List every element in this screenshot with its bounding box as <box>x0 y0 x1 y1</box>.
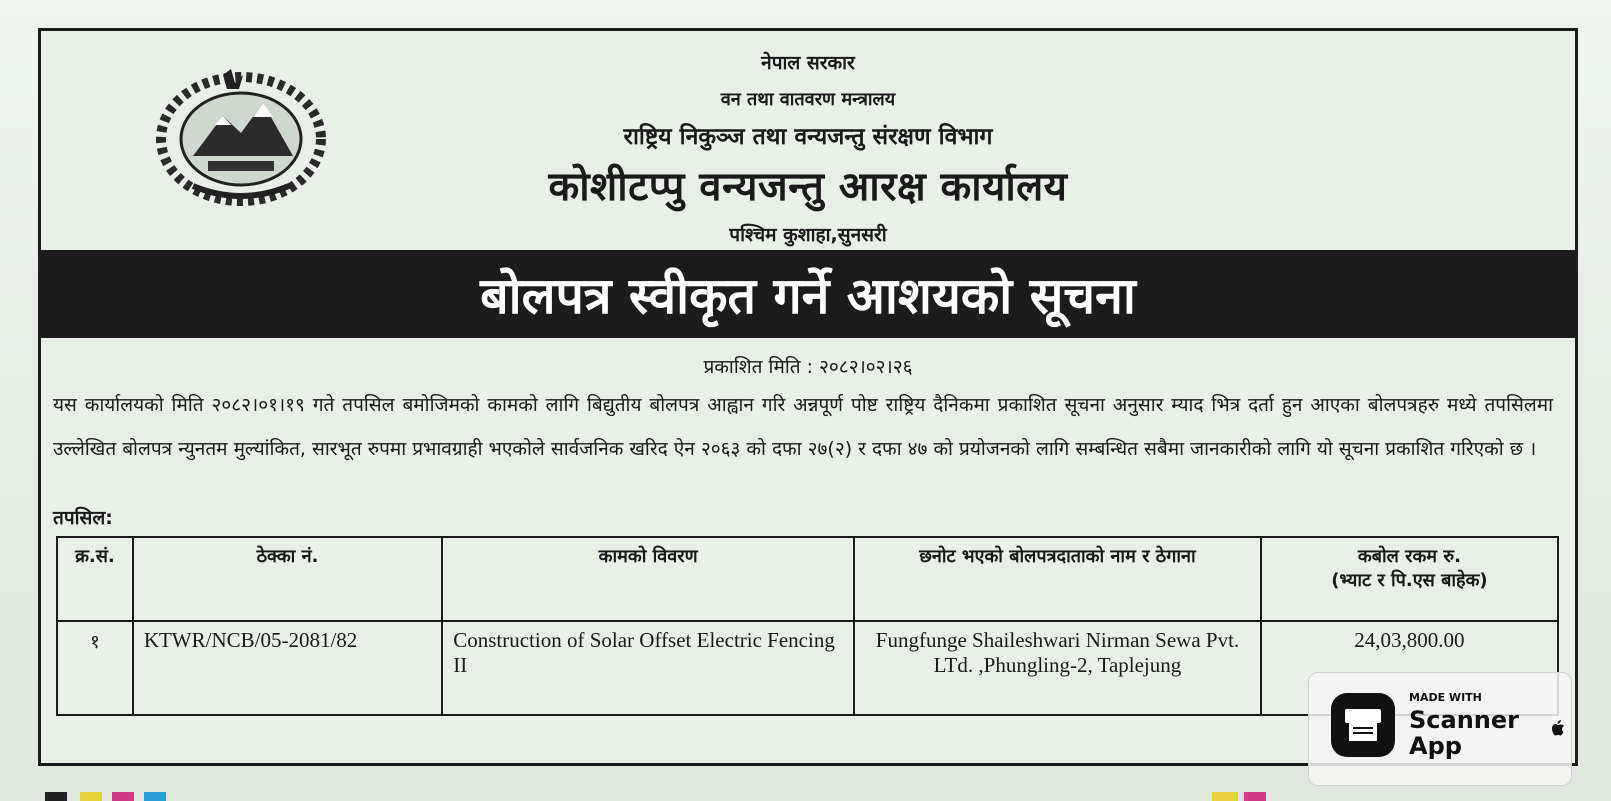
header-bidder: छनोट भएको बोलपत्रदाताको नाम र ठेगाना <box>854 537 1261 621</box>
office-address: पश्चिम कुशाहा,सुनसरी <box>729 224 887 246</box>
notice-banner <box>41 250 1575 338</box>
government-heading: नेपाल सरकार <box>761 52 855 74</box>
publication-date: प्रकाशित मिति : २०८२।०२।२६ <box>703 356 913 378</box>
header-amount-note: (भ्याट र पि.एस बाहेक) <box>1331 570 1488 591</box>
office-title: कोशीटप्पु वन्यजन्तु आरक्ष कार्यालय <box>548 164 1068 210</box>
header-sn: क्र.सं. <box>57 537 133 621</box>
cell-bidder: Fungfunge Shaileshwari Nirman Sewa Pvt. LTd. ,Phungling-2, Taplejung <box>854 621 1261 715</box>
print-color-bar <box>1212 792 1238 801</box>
tapasil-label: तपसिल: <box>53 507 113 529</box>
print-color-bar <box>112 792 134 801</box>
watermark-big-text: Scanner App <box>1409 706 1519 760</box>
ministry-heading: वन तथा वातवरण मन्त्रालय <box>720 89 896 110</box>
banner-title: बोलपत्र स्वीकृत गर्ने आशयको सूचना <box>480 267 1136 325</box>
header-amount-label: कबोल रकम रु. <box>1357 546 1461 567</box>
scanner-app-icon <box>1331 693 1395 757</box>
cell-amount: 24,03,800.00 <box>1261 621 1558 715</box>
table-header-row <box>57 537 1558 621</box>
print-color-bar <box>45 792 67 801</box>
watermark-small-text: MADE WITH <box>1409 691 1482 704</box>
header-amount <box>1261 537 1558 621</box>
cell-description: Construction of Solar Offset Electric Fencing II <box>442 621 854 715</box>
notice-frame <box>38 28 1578 766</box>
notice-paragraph: यस कार्यालयको मिति २०८२।०१।१९ गते तपसिल बमोजिमको कामको लागि बिद्युतीय बोलपत्र आह्वान गरि अन्नपूर्ण पोष्ट राष्ट्रिय दैनिकमा प्रकाशित सूचना अनुसार म्याद भित्र दर्ता हुन आएका बोलपत्रहरु मध्ये तपसिलमा उल्लेखित बोलपत्र न्युनतम मुल्यांकित, सारभूत रुपमा प्रभावग्राही भएकोले सार्वजनिक खरिद ऐन २०६३ को दफा २७(२) र दफा ४७ को प्रयोजनको लागि सम्बन्धित सबैमा जानकारीको लागि यो सूचना प्रकाशित गरिएको छ । <box>53 394 1553 460</box>
cell-contract-no: KTWR/NCB/05-2081/82 <box>133 621 442 715</box>
printer-icon <box>1331 693 1395 757</box>
print-color-bar <box>80 792 102 801</box>
print-color-bar <box>144 792 166 801</box>
cell-sn: १ <box>57 621 133 715</box>
header-description: कामको विवरण <box>442 537 854 621</box>
scanner-app-watermark <box>1308 672 1572 786</box>
department-heading: राष्ट्रिय निकुञ्ज तथा वन्यजन्तु संरक्षण विभाग <box>623 124 993 150</box>
header-contract-no: ठेक्का नं. <box>133 537 442 621</box>
print-color-bar <box>1244 792 1266 801</box>
apple-logo-icon <box>1549 717 1567 739</box>
